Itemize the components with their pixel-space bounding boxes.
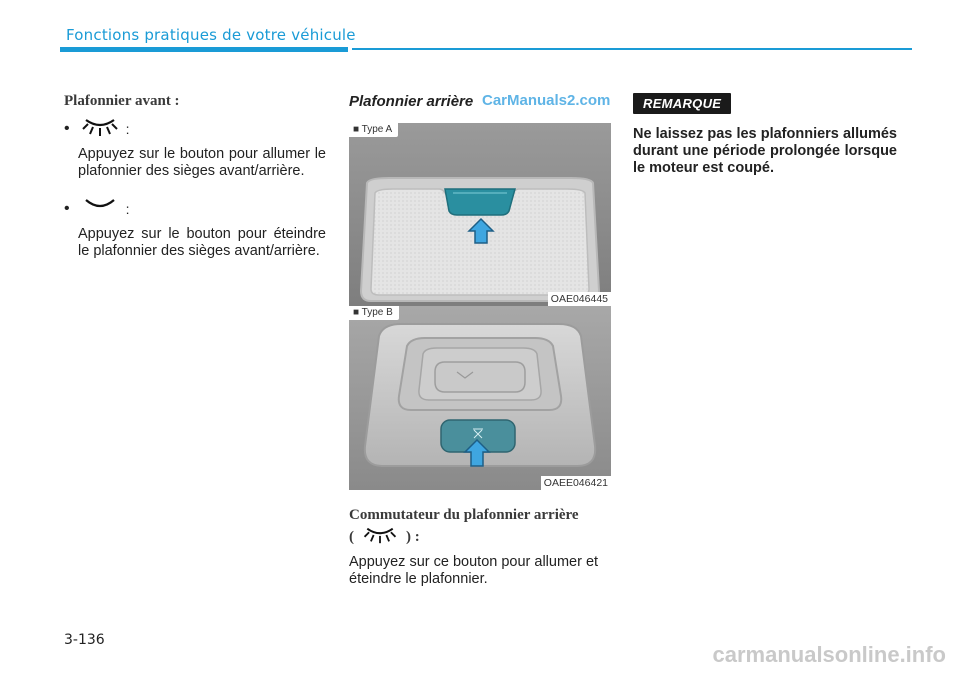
rear-switch-section xyxy=(349,507,613,588)
front-lamp-item-on xyxy=(64,116,326,142)
bullet: • xyxy=(64,120,70,137)
header-rule-thick xyxy=(60,47,348,52)
header-rule-thin xyxy=(352,48,912,50)
figure-type-label: ■ Type A xyxy=(349,123,398,137)
figure-type-a xyxy=(349,123,611,306)
rear-switch-heading: Commutateur du plafonnier arrière xyxy=(349,507,579,523)
page-number: 3-136 xyxy=(64,632,105,648)
lamp-off-icon xyxy=(80,196,120,223)
figure-type-label: ■ Type B xyxy=(349,306,399,320)
item-colon: : xyxy=(125,201,130,217)
footer-watermark: carmanualsonline.info xyxy=(712,642,946,667)
figure-code: OAEE046421 xyxy=(541,476,611,490)
section-header-title: Fonctions pratiques de votre véhicule xyxy=(66,26,356,44)
paren-open: ( xyxy=(349,529,354,545)
figure-type-b xyxy=(349,306,611,490)
paren-close: ) : xyxy=(406,529,420,545)
front-lamp-section xyxy=(64,93,326,260)
front-lamp-item-off xyxy=(64,196,326,222)
rear-switch-heading-line2 xyxy=(349,525,613,550)
remarque-text: Ne laissez pas les plafonniers allumés durant une période prolongée lorsque le moteur est coupé. xyxy=(633,126,897,176)
lamp-on-icon xyxy=(360,525,400,550)
remarque-section xyxy=(633,93,897,177)
lamp-on-icon xyxy=(80,116,120,143)
front-lamp-off-text: Appuyez sur le bouton pour éteindre le plafonnier des sièges avant/arrière. xyxy=(78,226,326,259)
rear-lamp-type-b-illustration xyxy=(349,306,611,490)
figure-code: OAE046445 xyxy=(548,292,611,306)
rear-lamp-type-a-illustration xyxy=(349,123,611,306)
item-colon: : xyxy=(125,121,130,137)
remarque-badge: REMARQUE xyxy=(633,93,731,114)
front-lamp-heading: Plafonnier avant : xyxy=(64,93,180,109)
rear-switch-text: Appuyez sur ce bouton pour allumer et éteindre le plafonnier. xyxy=(349,554,599,587)
rear-lamp-heading: Plafonnier arrière xyxy=(349,93,474,110)
front-lamp-on-text: Appuyez sur le bouton pour allumer le plafonnier des sièges avant/arrière. xyxy=(78,146,326,179)
bullet: • xyxy=(64,200,70,217)
site-watermark: CarManuals2.com xyxy=(482,92,611,109)
